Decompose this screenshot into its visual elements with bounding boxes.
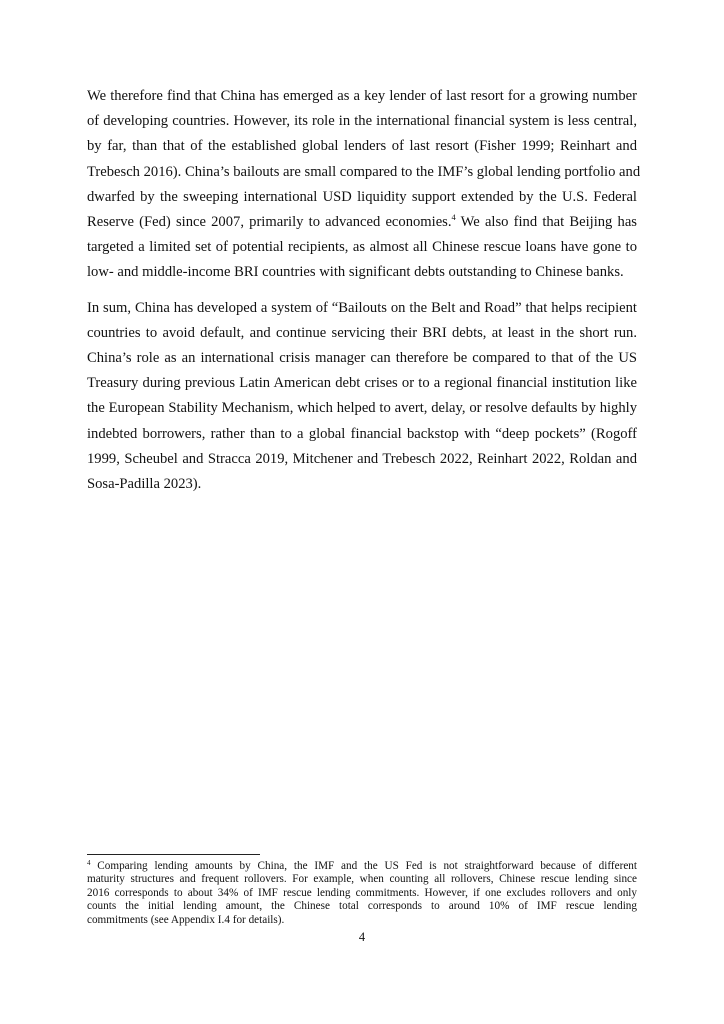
footnote-line: 2016 corresponds to about 34% of IMF rescue lending commitments. However, if one excludes rollovers and only: [87, 886, 637, 899]
text-line: Treasury during previous Latin American debt crises or to a regional financial institution like: [87, 375, 637, 392]
text-line: by far, than that of the established global lenders of last resort (Fisher 1999; Reinhart and: [87, 138, 637, 155]
text-segment: Reserve (Fed) since 2007, primarily to advanced economies.: [87, 214, 452, 231]
text-line-with-footnote-ref: [87, 210, 637, 235]
text-segment: We also find that Beijing has: [455, 214, 637, 231]
footnote-line: [87, 860, 637, 873]
footnote-line: counts the initial lending amount, the Chinese total corresponds to around 10% of IMF rescue lending: [87, 900, 637, 913]
text-line: dwarfed by the sweeping international USD liquidity support extended by the U.S. Federal: [87, 188, 637, 205]
paragraph-bailouts-belt-and-road: [87, 296, 637, 498]
text-line: the European Stability Mechanism, which helped to avert, delay, or resolve defaults by highly: [87, 400, 637, 417]
paragraph-china-lender-of-last-resort: [87, 84, 641, 286]
text-line: 1999, Scheubel and Stracca 2019, Mitchener and Trebesch 2022, Reinhart 2022, Roldan and: [87, 450, 637, 467]
text-line: of developing countries. However, its role in the international financial system is less central,: [87, 113, 637, 130]
text-line: Trebesch 2016). China’s bailouts are small compared to the IMF’s global lending portfolio and: [87, 163, 641, 180]
text-line: targeted a limited set of potential recipients, as almost all Chinese rescue loans have gone to: [87, 239, 637, 256]
text-line: In sum, China has developed a system of “Bailouts on the Belt and Road” that helps recipient: [87, 299, 637, 316]
footnote-line: commitments (see Appendix I.4 for details).: [87, 913, 285, 926]
text-line: China’s role as an international crisis manager can therefore be compared to that of the US: [87, 350, 637, 367]
footnote-4: [87, 860, 637, 927]
footnote-reference[interactable]: 4: [451, 212, 456, 223]
text-line: We therefore find that China has emerged as a key lender of last resort for a growing number: [87, 88, 637, 104]
footnote-line: maturity structures and frequent rollovers. For example, when counting all rollovers, Chinese rescue lending since: [87, 873, 637, 886]
text-line: Sosa-Padilla 2023).: [87, 476, 202, 493]
body-text: [87, 84, 641, 507]
footnote-text: Comparing lending amounts by China, the IMF and the US Fed is not straightforward because of different: [90, 860, 637, 872]
text-line: countries to avoid default, and continue servicing their BRI debts, at least in the short run.: [87, 324, 637, 341]
footnote-separator: [87, 854, 260, 855]
text-line: indebted borrowers, rather than to a global financial backstop with “deep pockets” (Rogoff: [87, 425, 637, 442]
page-number: 4: [358, 930, 366, 944]
text-line: low- and middle-income BRI countries with significant debts outstanding to Chinese banks.: [87, 264, 624, 281]
footnote-marker: 4: [87, 859, 91, 867]
